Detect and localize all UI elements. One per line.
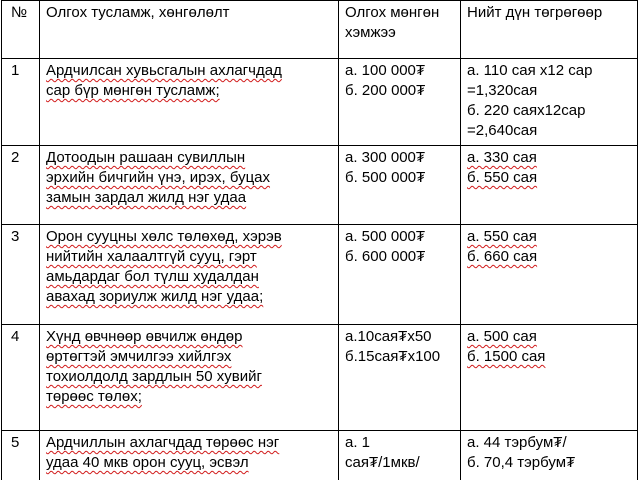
row-total-cell (461, 325, 638, 431)
table-row (2, 325, 638, 431)
row-total-line: б. 220 саях12сар (467, 102, 586, 119)
row-num-cell (2, 146, 40, 225)
row-desc-line-wrap (46, 188, 333, 208)
row-desc-cell (40, 325, 339, 431)
row-total-line: б. 660 сая (467, 248, 538, 265)
row-total-line: а. 44 тэрбум₮/ (467, 434, 567, 451)
row-total-line-wrap (467, 168, 632, 188)
row-desc-line-wrap (46, 61, 333, 81)
row-desc-cell (40, 225, 339, 325)
row-desc-line-wrap (46, 433, 333, 453)
header-total: Нийт дүн төгрөгөөр (467, 4, 603, 21)
row-total-line: б. 550 сая (467, 169, 538, 186)
row-desc-line: сар бүр мөнгөн тусламж; (46, 82, 220, 99)
row-desc-line: авахад зориулж жилд нэг удаа; (46, 288, 264, 305)
row-amount-line: б.15сая₮х100 (345, 348, 441, 365)
table-row (2, 431, 638, 480)
row-desc-line: Дотоодын рашаан сувиллын (46, 149, 246, 166)
row-total-line-wrap (467, 327, 632, 347)
header-num-cell (2, 1, 40, 59)
header-amount-cell (339, 1, 461, 59)
row-desc-line-wrap (46, 453, 333, 473)
row-desc-line: Ардчилсан хувьсгалын ахлагчдад (46, 62, 282, 79)
table-row (2, 146, 638, 225)
row-total-line: а. 550 сая (467, 228, 537, 245)
row-desc-cell (40, 431, 339, 480)
header-desc: Олгох тусламж, хөнгөлөлт (46, 4, 230, 21)
row-desc-line-wrap (46, 387, 333, 407)
row-total-line-wrap (467, 347, 632, 367)
row-total-line-wrap (467, 247, 632, 267)
row-desc-line: Орон сууцны хөлс төлөхөд, хэрэв (46, 228, 282, 245)
row-total-line: б. 70,4 тэрбум₮ (467, 454, 576, 471)
row-amount-line: а.10сая₮х50 (345, 328, 432, 345)
header-num: № (11, 4, 28, 21)
header-amount-line: хэмжээ (345, 24, 396, 41)
table-row (2, 225, 638, 325)
row-amount-line: б. 200 000₮ (345, 82, 426, 99)
row-desc-line: Хүнд өвчнөөр өвчилж өндөр (46, 328, 243, 345)
header-total-cell (461, 1, 638, 59)
row-amount-cell (339, 225, 461, 325)
row-total-cell (461, 59, 638, 146)
header-desc-cell (40, 1, 339, 59)
row-total-line: б. 1500 сая (467, 348, 546, 365)
row-num: 3 (11, 228, 20, 245)
row-amount-line: а. 100 000₮ (345, 62, 426, 79)
row-desc-line: удаа 40 мкв орон сууц, эсвэл (46, 454, 249, 471)
row-amount-line: сая₮/1мкв/ (345, 454, 420, 471)
row-total-line: =1,320сая (467, 82, 538, 99)
row-desc-line-wrap (46, 327, 333, 347)
row-desc-line: өртөгтэй эмчилгээ хийлгэх (46, 348, 232, 365)
row-num-cell (2, 325, 40, 431)
header-amount-line: Олгох мөнгөн (345, 4, 440, 21)
row-num: 2 (11, 149, 20, 166)
row-amount-cell (339, 146, 461, 225)
row-desc-line-wrap (46, 367, 333, 387)
row-num: 5 (11, 434, 20, 451)
row-num: 1 (11, 62, 20, 79)
row-desc-line-wrap (46, 168, 333, 188)
row-amount-line: б. 600 000₮ (345, 248, 426, 265)
row-desc-line-wrap (46, 81, 333, 101)
row-desc-line: эрхийн бичгийн үнэ, ирэх, буцах (46, 169, 271, 186)
row-amount-line: б. 500 000₮ (345, 169, 426, 186)
row-total-line-wrap (467, 227, 632, 247)
row-amount-line: а. 1 (345, 434, 371, 451)
row-desc-line-wrap (46, 347, 333, 367)
row-total-line: а. 330 сая (467, 149, 537, 166)
row-desc-line: замын зардал жилд нэг удаа (46, 189, 247, 206)
row-total-line-wrap (467, 148, 632, 168)
row-desc-cell (40, 146, 339, 225)
row-total-cell (461, 431, 638, 480)
row-desc-line: төрөөс төлөх; (46, 388, 142, 405)
row-desc-line: амьдардаг бол түлш худалдан (46, 268, 259, 285)
row-desc-line-wrap (46, 287, 333, 307)
table-row (2, 59, 638, 146)
row-desc-cell (40, 59, 339, 146)
row-desc-line-wrap (46, 247, 333, 267)
row-desc-line: Ардчиллын ахлагчдад төрөөс нэг (46, 434, 280, 451)
row-desc-line: нийтийн халаалтгүй сууц, гэрт (46, 248, 257, 265)
row-desc-line-wrap (46, 148, 333, 168)
row-amount-cell (339, 325, 461, 431)
row-amount-cell (339, 59, 461, 146)
row-num-cell (2, 431, 40, 480)
row-total-line: а. 500 сая (467, 328, 537, 345)
row-num-cell (2, 59, 40, 146)
row-total-cell (461, 146, 638, 225)
row-amount-line: а. 300 000₮ (345, 149, 426, 166)
row-desc-line-wrap (46, 227, 333, 247)
row-num-cell (2, 225, 40, 325)
row-total-line: а. 110 сая х12 сар (467, 62, 593, 79)
row-amount-cell (339, 431, 461, 480)
row-amount-line: а. 500 000₮ (345, 228, 426, 245)
row-desc-line-wrap (46, 267, 333, 287)
row-desc-line: тохиолдолд зардлын 50 хувийг (46, 368, 262, 385)
support-table (1, 0, 638, 480)
row-total-cell (461, 225, 638, 325)
row-num: 4 (11, 328, 20, 345)
header-row (2, 1, 638, 59)
row-total-line: =2,640сая (467, 122, 538, 139)
